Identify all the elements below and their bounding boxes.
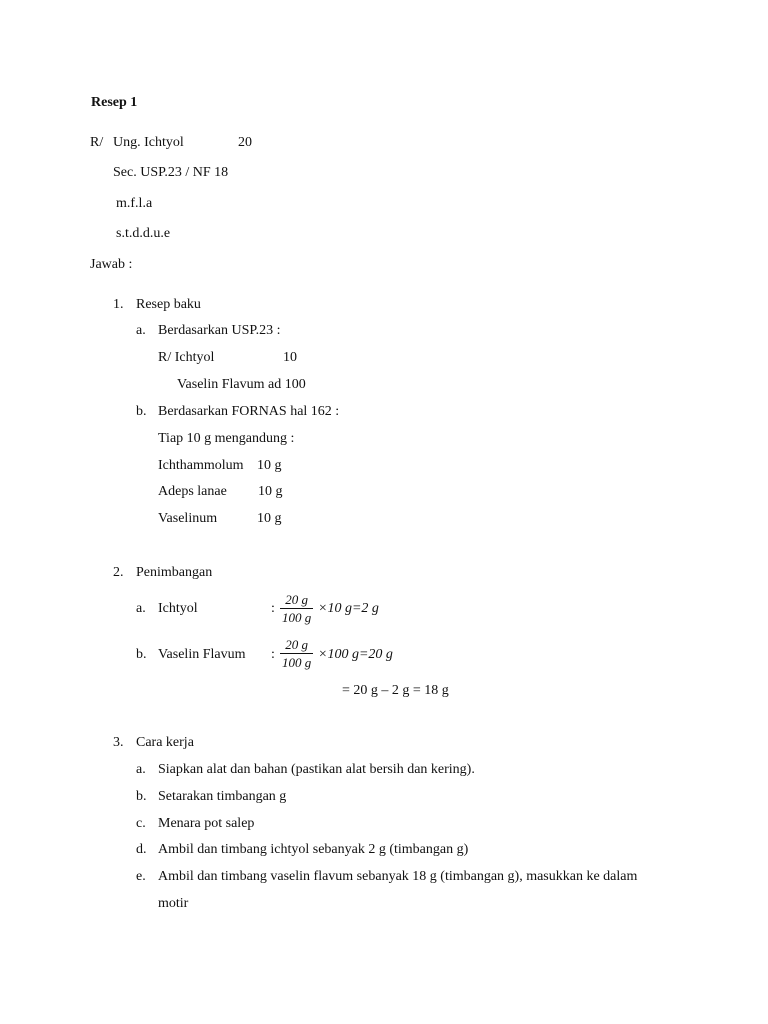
weighing-result: = 20 g – 2 g = 18 g — [342, 683, 449, 698]
ingredient-name: Vaselinum — [158, 511, 218, 526]
rx-qty: 20 — [238, 135, 252, 150]
section-1-number: 1. — [113, 297, 124, 312]
section-1a-vaselin: Vaselin Flavum ad 100 — [177, 377, 306, 392]
step-text: Menara pot salep — [158, 816, 255, 831]
fraction-numerator: 20 g — [285, 637, 308, 652]
rx-prefix: R/ — [90, 135, 104, 150]
section-2a-label: Ichtyol — [158, 601, 198, 616]
formula-vaselin: ×100 g=20 g — [318, 647, 393, 662]
section-1a-r-qty: 10 — [283, 350, 297, 365]
section-2b-colon: : — [271, 647, 275, 662]
fraction-denominator: 100 g — [282, 610, 312, 625]
step-text-continuation: motir — [158, 896, 189, 911]
fraction-denominator: 100 g — [282, 655, 312, 670]
section-2-title: Penimbangan — [136, 565, 213, 580]
rx-line-2: Sec. USP.23 / NF 18 — [113, 165, 229, 180]
document-title: Resep 1 — [91, 95, 138, 110]
ingredient-qty: 10 g — [257, 511, 282, 526]
section-1b-text: Berdasarkan FORNAS hal 162 : — [158, 404, 340, 419]
step-text: Setarakan timbangan g — [158, 789, 287, 804]
section-2b-label: Vaselin Flavum — [158, 647, 246, 662]
step-text: Siapkan alat dan bahan (pastikan alat bersih dan kering). — [158, 762, 475, 777]
ingredient-name: Adeps lanae — [158, 484, 227, 499]
section-1a-r-label: R/ Ichtyol — [158, 350, 215, 365]
section-3-title: Cara kerja — [136, 735, 194, 750]
rx-line-3: m.f.l.a — [116, 196, 153, 211]
formula-ichtyol: ×10 g=2 g — [318, 601, 379, 616]
fraction-ichtyol — [280, 592, 313, 625]
fraction-vaselin — [280, 637, 313, 670]
section-1b-per: Tiap 10 g mengandung : — [158, 431, 295, 446]
step-letter: a. — [136, 762, 146, 777]
ingredient-qty: 10 g — [258, 484, 283, 499]
section-2-number: 2. — [113, 565, 124, 580]
step-letter: e. — [136, 869, 146, 884]
rx-line-4: s.t.d.d.u.e — [116, 226, 171, 241]
step-letter: b. — [136, 789, 147, 804]
ingredient-qty: 10 g — [257, 458, 282, 473]
step-text: Ambil dan timbang vaselin flavum sebanyak 18 g (timbangan g), masukkan ke dalam — [158, 869, 638, 884]
section-2a-colon: : — [271, 601, 275, 616]
answer-label: Jawab : — [90, 257, 133, 272]
section-1b-letter: b. — [136, 404, 147, 419]
section-1a-text: Berdasarkan USP.23 : — [158, 323, 281, 338]
rx-item: Ung. Ichtyol — [113, 135, 184, 150]
step-text: Ambil dan timbang ichtyol sebanyak 2 g (timbangan g) — [158, 842, 469, 857]
section-2b-letter: b. — [136, 647, 147, 662]
ingredient-name: Ichthammolum — [158, 458, 244, 473]
section-1-title: Resep baku — [136, 297, 201, 312]
fraction-numerator: 20 g — [285, 592, 308, 607]
step-letter: d. — [136, 842, 147, 857]
section-2a-letter: a. — [136, 601, 146, 616]
step-letter: c. — [136, 816, 146, 831]
section-1a-letter: a. — [136, 323, 146, 338]
section-3-number: 3. — [113, 735, 124, 750]
